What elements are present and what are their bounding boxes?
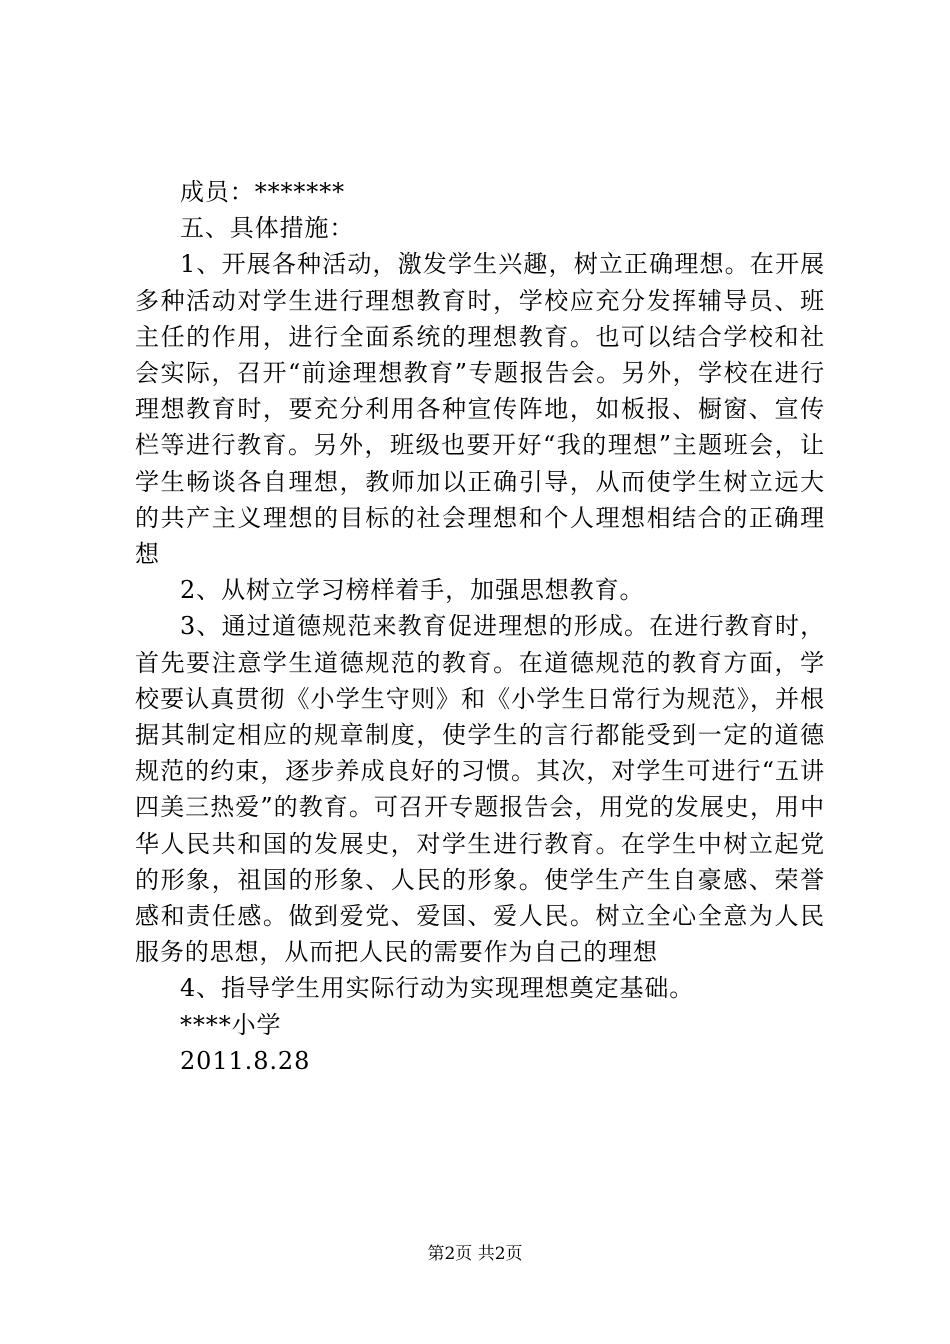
paragraph-measure-1: 1、开展各种活动，激发学生兴趣，树立正确理想。在开展多种活动对学生进行理想教育时，学校应充分发挥辅导员、班主任的作用，进行全面系统的理想教育。也可以结合学校和社会实际，召开“前途理想教育”专题报告会。另外，学校在进行理想教育时，要充分利用各种宣传阵地，如板报、橱窗、宣传栏等进行教育。另外，班级也要开好“我的理想”主题班会，让学生畅谈各自理想，教师加以正确引导，从而使学生树立远大的共产主义理想的目标的社会理想和个人理想相结合的正确理想 [135,250,825,569]
paragraph-measure-3: 3、通过道德规范来教育促进理想的形成。在进行教育时，首先要注意学生道德规范的教育。在道德规范的教育方面，学校要认真贯彻《小学生守则》和《小学生日常行为规范》，并根据其制定相应的规章制度，使学生的言行都能受到一定的道德规范的约束，逐步养成良好的习惯。其次，对学生可进行“五讲四美三热爱”的教育。可召开专题报告会，用党的发展史，用中华人民共和国的发展史，对学生进行教育。在学生中树立起党的形象，祖国的形象、人民的形象。使学生产生自豪感、荣誉感和责任感。做到爱党、爱国、爱人民。树立全心全意为人民服务的思想，从而把人民的需要作为自己的理想 [135,612,825,967]
paragraph-signature-school: ****小学 [180,1010,282,1039]
paragraph-measure-4: 4、指导学生用实际行动为实现理想奠定基础。 [180,974,695,1003]
paragraph-measure-2: 2、从树立学习榜样着手，加强思想教育。 [180,576,645,605]
paragraph-date: 2011.8.28 [180,1046,311,1075]
document-body [135,174,825,1079]
paragraph-members: 成员：******* [180,178,345,206]
page-footer: 第2页 共2页 [427,1244,523,1264]
paragraph-section-heading: 五、具体措施： [180,214,355,243]
